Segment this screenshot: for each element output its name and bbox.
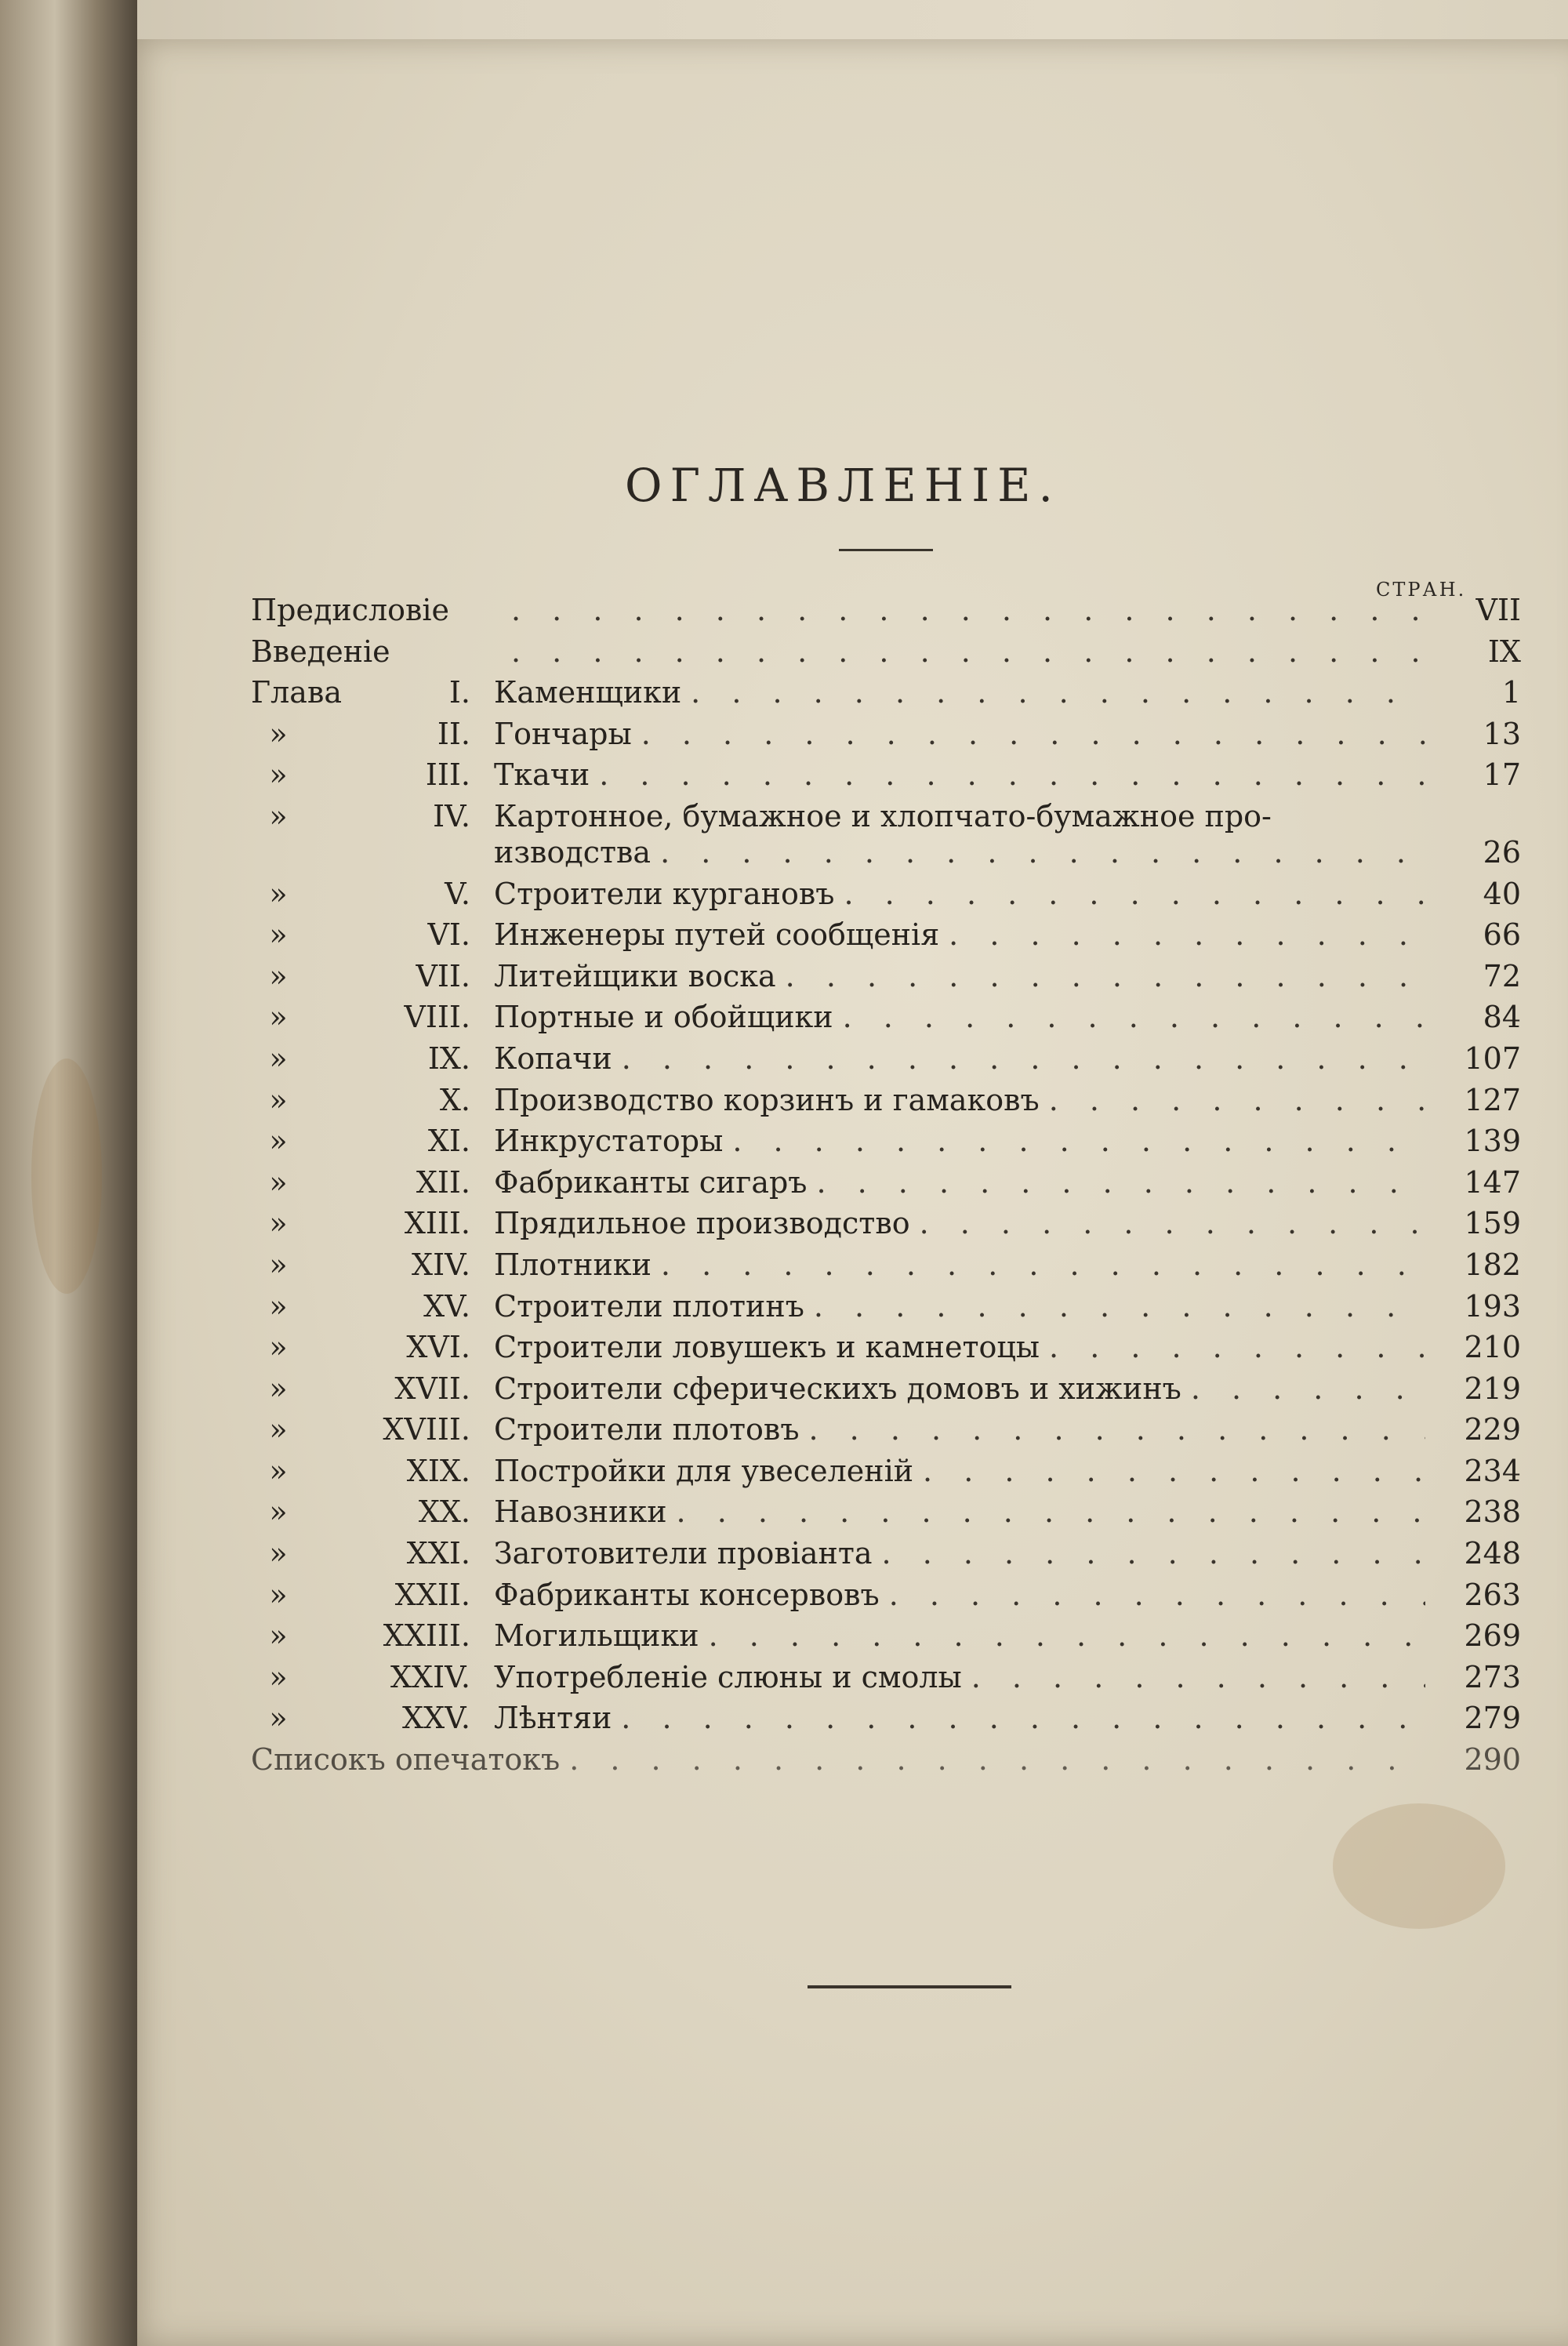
toc-row-chapter	[251, 1698, 1521, 1739]
leader-dots	[622, 1038, 1425, 1080]
chapter-list	[251, 672, 1521, 1739]
leader-dots	[511, 631, 1425, 673]
leader-dots	[844, 873, 1425, 915]
chapter-number: XVI.	[406, 1330, 470, 1365]
toc-page-number: 238	[1464, 1494, 1521, 1530]
toc-row-chapter	[251, 672, 1521, 714]
chapter-number: XXIII.	[383, 1618, 470, 1654]
ditto-mark: »	[269, 1453, 288, 1488]
toc-page-number: 210	[1464, 1330, 1521, 1365]
ditto-mark: »	[269, 1082, 288, 1117]
toc-row-chapter	[251, 1491, 1521, 1533]
toc-entry-title: Прядильное производство	[494, 1206, 910, 1241]
toc-page-number: 40	[1483, 876, 1521, 911]
toc-row-chapter	[251, 1533, 1521, 1574]
chapter-number: XXIV.	[390, 1659, 470, 1694]
toc-page-number: 248	[1464, 1536, 1521, 1571]
toc-row-continuation	[251, 832, 1521, 873]
leader-dots	[511, 590, 1425, 631]
ditto-mark: »	[269, 1040, 288, 1076]
chapter-word: Глава	[251, 675, 343, 710]
toc-entry-title: Инженеры путей сообщенія	[494, 917, 940, 953]
toc-entry-title: Строители сферическихъ домовъ и хижинъ	[494, 1371, 1181, 1406]
toc-page-number: 66	[1483, 917, 1521, 953]
ditto-mark: »	[269, 1577, 288, 1612]
toc-row-errata	[251, 1739, 1521, 1781]
leader-dots	[641, 714, 1425, 755]
toc-page-number: 273	[1464, 1659, 1521, 1694]
toc-page-number: 17	[1483, 757, 1521, 793]
toc-row-chapter	[251, 796, 1521, 832]
toc-row-chapter	[251, 914, 1521, 956]
toc-row-chapter	[251, 1080, 1521, 1121]
toc-entry-title: изводства	[494, 834, 652, 870]
toc-entry-title: Ткачи	[494, 757, 590, 793]
ditto-mark: »	[269, 798, 288, 833]
chapter-number: XX.	[418, 1494, 470, 1530]
chapter-number: XXII.	[394, 1577, 470, 1612]
toc-page-number: 159	[1464, 1206, 1521, 1241]
toc-entry-title: Плотники	[494, 1247, 652, 1282]
bottom-rule	[808, 1985, 1011, 1988]
page-stain	[1333, 1803, 1505, 1929]
toc-entry-title: Постройки для увеселеній	[494, 1453, 914, 1488]
toc-entry-title: Строители кургановъ	[494, 876, 835, 911]
toc-entry-title: Каменщики	[494, 675, 682, 710]
ditto-mark: »	[269, 716, 288, 751]
ditto-mark: »	[269, 757, 288, 793]
toc-page-number: 263	[1464, 1577, 1521, 1612]
chapter-number: XIX.	[406, 1453, 470, 1488]
title-rule	[839, 549, 933, 551]
ditto-mark: »	[269, 1371, 288, 1406]
toc-row-chapter	[251, 754, 1521, 796]
toc-row-chapter	[251, 1120, 1521, 1162]
toc-row-chapter	[251, 1615, 1521, 1657]
toc-entry-title: Строители ловушекъ и камнетоцы	[494, 1330, 1040, 1365]
ditto-mark: »	[269, 917, 288, 953]
chapter-number: III.	[425, 757, 470, 793]
toc-entry-title: Навозники	[494, 1494, 667, 1530]
chapter-number: VIII.	[404, 1000, 470, 1035]
leader-dots	[843, 997, 1425, 1038]
page-title: ОГЛАВЛЕНІЕ.	[625, 459, 1061, 512]
chapter-number: XVIII.	[383, 1412, 470, 1447]
toc-row-front	[251, 590, 1521, 631]
toc-page-number: VII	[1475, 593, 1521, 627]
toc-row-chapter	[251, 1451, 1521, 1492]
toc-entry-title: Портные и обойщики	[494, 1000, 833, 1035]
ditto-mark: »	[269, 1288, 288, 1324]
leader-dots	[599, 754, 1425, 796]
toc-page-number: 139	[1464, 1124, 1521, 1159]
toc-row-chapter	[251, 714, 1521, 755]
toc-row-chapter	[251, 1162, 1521, 1204]
toc-row-chapter	[251, 1327, 1521, 1368]
toc-row-chapter	[251, 1203, 1521, 1244]
chapter-number: IX.	[427, 1040, 470, 1076]
toc-row-chapter	[251, 1244, 1521, 1286]
toc-page-number: 26	[1483, 834, 1521, 870]
leader-dots	[1049, 1080, 1425, 1121]
toc-page-number: 147	[1464, 1164, 1521, 1200]
toc-page-number: 182	[1464, 1247, 1521, 1282]
toc-page-number: 193	[1464, 1288, 1521, 1324]
chapter-number: XXI.	[406, 1536, 470, 1571]
page-stain	[31, 1059, 102, 1294]
toc-row-chapter	[251, 873, 1521, 915]
chapter-number: XIII.	[404, 1206, 470, 1241]
toc-page-number: 229	[1464, 1412, 1521, 1447]
leader-dots	[732, 1120, 1425, 1162]
toc-row-chapter	[251, 997, 1521, 1038]
leader-dots	[691, 672, 1425, 714]
toc-entry-title: Фабриканты сигаръ	[494, 1164, 808, 1200]
ditto-mark: »	[269, 1701, 288, 1736]
leader-dots	[677, 1491, 1425, 1533]
leader-dots	[809, 1409, 1426, 1451]
chapter-number: VI.	[427, 917, 470, 953]
leader-dots	[660, 832, 1425, 873]
ditto-mark: »	[269, 1330, 288, 1365]
toc-page-number: 72	[1483, 958, 1521, 993]
toc-page-number: 84	[1483, 1000, 1521, 1035]
ditto-mark: »	[269, 1618, 288, 1654]
ditto-mark: »	[269, 1536, 288, 1571]
toc-entry-title: Списокъ опечатокъ	[251, 1742, 561, 1778]
toc-entry-title: Предисловіе	[251, 593, 450, 627]
chapter-number: II.	[437, 716, 470, 751]
toc-page-number: 13	[1483, 716, 1521, 751]
ditto-mark: »	[269, 1124, 288, 1159]
chapter-number: XV.	[423, 1288, 470, 1324]
ditto-mark: »	[269, 1412, 288, 1447]
chapter-number: IV.	[433, 798, 470, 833]
toc-page-number: 290	[1464, 1742, 1521, 1778]
toc-row-chapter	[251, 1657, 1521, 1698]
toc-page-number: 127	[1464, 1082, 1521, 1117]
table-of-contents	[251, 590, 1521, 1781]
toc-page-number: 269	[1464, 1618, 1521, 1654]
toc-entry-title: Производство корзинъ и гамаковъ	[494, 1082, 1040, 1117]
ditto-mark: »	[269, 1247, 288, 1282]
chapter-number: XIV.	[412, 1247, 470, 1282]
toc-entry-title: Фабриканты консервовъ	[494, 1577, 880, 1612]
leader-dots	[814, 1286, 1425, 1327]
toc-entry-title: Введеніе	[251, 634, 390, 669]
leader-dots	[882, 1533, 1425, 1574]
chapter-number: XI.	[427, 1124, 470, 1159]
chapter-number: XII.	[416, 1164, 470, 1200]
leader-dots	[949, 914, 1425, 956]
chapter-number: V.	[445, 876, 470, 911]
ditto-mark: »	[269, 876, 288, 911]
toc-row-chapter	[251, 1038, 1521, 1080]
leader-dots	[923, 1451, 1425, 1492]
chapter-number: XVII.	[394, 1371, 470, 1406]
toc-row-chapter	[251, 1368, 1521, 1410]
toc-entry-title: Строители плотовъ	[494, 1412, 800, 1447]
toc-page-number: 234	[1464, 1453, 1521, 1488]
toc-row-chapter	[251, 1574, 1521, 1616]
toc-entry-title: Употребленіе слюны и смолы	[494, 1659, 962, 1694]
toc-page-number: IX	[1487, 634, 1521, 669]
ditto-mark: »	[269, 958, 288, 993]
leader-dots	[569, 1739, 1425, 1781]
chapter-number: X.	[439, 1082, 470, 1117]
leader-dots	[786, 956, 1425, 997]
chapter-number: I.	[448, 675, 470, 710]
leader-dots	[709, 1615, 1425, 1657]
toc-entry-title: Инкрустаторы	[494, 1124, 724, 1159]
toc-page-number: 1	[1501, 675, 1521, 710]
leader-dots	[971, 1657, 1425, 1698]
ditto-mark: »	[269, 1494, 288, 1530]
leader-dots	[621, 1698, 1425, 1739]
leader-dots	[889, 1574, 1425, 1616]
chapter-number: XXV.	[402, 1701, 470, 1736]
leader-dots	[816, 1162, 1425, 1204]
ditto-mark: »	[269, 1206, 288, 1241]
toc-entry-title: Копачи	[494, 1040, 612, 1076]
toc-entry-title: Могильщики	[494, 1618, 699, 1654]
leader-dots	[1191, 1368, 1425, 1410]
toc-page-number: 107	[1464, 1040, 1521, 1076]
toc-page-number: 279	[1464, 1701, 1521, 1736]
toc-row-chapter	[251, 1286, 1521, 1327]
ditto-mark: »	[269, 1164, 288, 1200]
toc-page-number: 219	[1464, 1371, 1521, 1406]
leader-dots	[920, 1203, 1425, 1244]
toc-entry-title: Гончары	[494, 716, 632, 751]
ditto-mark: »	[269, 1000, 288, 1035]
toc-row-chapter	[251, 956, 1521, 997]
chapter-number: VII.	[416, 958, 470, 993]
ditto-mark: »	[269, 1659, 288, 1694]
toc-entry-title: Заготовители провіанта	[494, 1536, 873, 1571]
toc-entry-title: Лѣнтяи	[494, 1701, 612, 1736]
page-column-label: СТРАН.	[1376, 579, 1467, 601]
toc-entry-title: Литейщики воска	[494, 958, 776, 993]
toc-entry-title: Картонное, бумажное и хлопчато-бумажное про-	[494, 798, 1272, 833]
leader-dots	[661, 1244, 1425, 1286]
toc-row-chapter	[251, 1409, 1521, 1451]
toc-entry-title: Строители плотинъ	[494, 1288, 804, 1324]
toc-row-front	[251, 631, 1521, 673]
leader-dots	[1049, 1327, 1425, 1368]
